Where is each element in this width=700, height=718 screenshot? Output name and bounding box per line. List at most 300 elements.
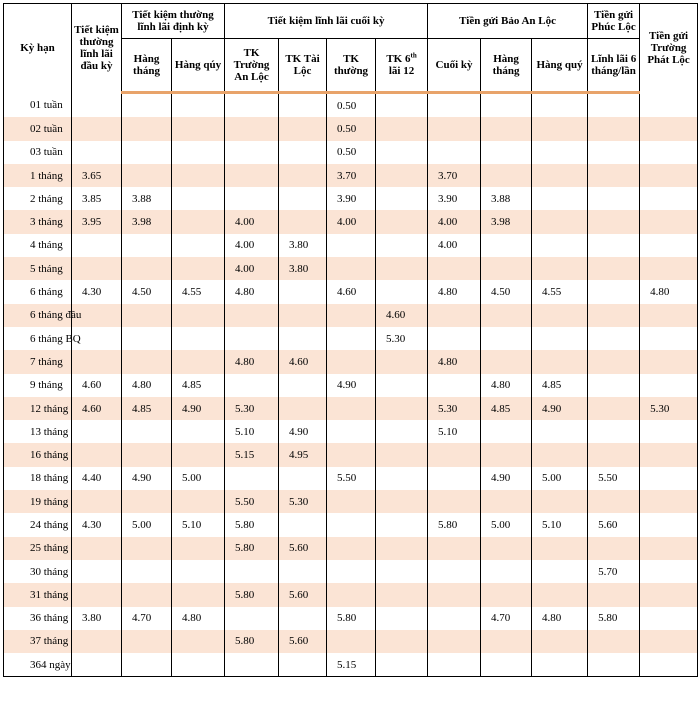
rate-cell <box>225 164 279 187</box>
term-cell: 01 tuần <box>4 93 72 118</box>
rate-cell <box>72 490 122 513</box>
rate-cell <box>72 420 122 443</box>
rate-cell: 5.00 <box>532 467 588 490</box>
rate-cell <box>532 443 588 466</box>
rate-cell <box>279 187 327 210</box>
rate-cell <box>532 257 588 280</box>
rate-cell <box>122 304 172 327</box>
rate-cell <box>279 93 327 118</box>
rate-cell <box>172 187 225 210</box>
rate-cell <box>122 420 172 443</box>
rate-cell <box>481 630 532 653</box>
header-bao-quarterly: Hàng quý <box>532 39 588 93</box>
rate-cell: 5.50 <box>327 467 376 490</box>
rate-cell <box>428 304 481 327</box>
term-cell: 36 tháng <box>4 607 72 630</box>
rate-cell <box>172 141 225 164</box>
rate-cell <box>376 443 428 466</box>
rate-cell <box>122 327 172 350</box>
rate-cell <box>122 630 172 653</box>
rate-cell <box>72 234 122 257</box>
rate-cell: 5.00 <box>481 513 532 536</box>
rate-cell <box>588 374 640 397</box>
rate-cell <box>481 234 532 257</box>
rate-cell <box>327 537 376 560</box>
rate-cell <box>172 653 225 677</box>
rate-cell <box>172 560 225 583</box>
rate-cell <box>279 397 327 420</box>
rate-cell <box>640 141 698 164</box>
rate-cell <box>481 420 532 443</box>
rate-cell <box>122 443 172 466</box>
rate-cell <box>327 490 376 513</box>
table-row <box>4 350 698 373</box>
rate-cell <box>640 537 698 560</box>
rate-cell <box>122 164 172 187</box>
rate-cell: 4.40 <box>72 467 122 490</box>
rate-cell <box>481 583 532 606</box>
header-periodic-quarterly: Hàng qúy <box>172 39 225 93</box>
rate-cell: 3.90 <box>428 187 481 210</box>
rate-cell: 4.55 <box>532 280 588 303</box>
rate-cell <box>640 257 698 280</box>
table-row <box>4 397 698 420</box>
rate-cell <box>481 164 532 187</box>
rate-cell <box>376 257 428 280</box>
rate-cell: 5.30 <box>428 397 481 420</box>
rate-cell: 4.30 <box>72 280 122 303</box>
rate-cell <box>122 234 172 257</box>
rate-cell <box>225 117 279 140</box>
rate-cell: 5.80 <box>428 513 481 536</box>
rate-cell <box>428 93 481 118</box>
rate-cell <box>588 583 640 606</box>
rate-cell <box>279 304 327 327</box>
table-row <box>4 93 698 118</box>
rate-cell <box>327 350 376 373</box>
rate-cell <box>428 607 481 630</box>
rate-cell <box>225 653 279 677</box>
rate-cell: 4.60 <box>72 397 122 420</box>
table-row <box>4 164 698 187</box>
rate-cell <box>640 117 698 140</box>
rate-cell: 5.80 <box>225 630 279 653</box>
rate-cell <box>376 374 428 397</box>
header-tk-6th-tail: lãi 12 <box>388 65 415 77</box>
rate-cell: 4.85 <box>122 397 172 420</box>
rate-cell <box>376 187 428 210</box>
rate-cell <box>376 420 428 443</box>
rate-cell <box>72 141 122 164</box>
rate-cell: 4.00 <box>327 210 376 233</box>
rate-cell <box>376 490 428 513</box>
rate-cell <box>172 93 225 118</box>
rate-cell <box>640 653 698 677</box>
rate-cell <box>428 443 481 466</box>
rate-cell <box>428 257 481 280</box>
rate-cell: 3.85 <box>72 187 122 210</box>
term-cell: 31 tháng <box>4 583 72 606</box>
rate-cell <box>532 653 588 677</box>
rate-cell <box>376 560 428 583</box>
rate-cell: 5.60 <box>279 537 327 560</box>
term-cell: 6 tháng đầu <box>4 304 72 327</box>
header-regular-upfront: Tiết kiệm thường lĩnh lãi đầu kỳ <box>72 4 122 93</box>
rate-cell <box>327 630 376 653</box>
rate-cell <box>640 490 698 513</box>
rate-cell <box>640 187 698 210</box>
rate-cell: 5.00 <box>172 467 225 490</box>
rate-cell <box>225 327 279 350</box>
rate-cell: 5.50 <box>225 490 279 513</box>
rate-cell <box>327 234 376 257</box>
rate-cell <box>588 257 640 280</box>
rate-cell <box>225 607 279 630</box>
rate-cell <box>279 374 327 397</box>
rate-cell <box>122 93 172 118</box>
rate-cell <box>532 490 588 513</box>
rate-cell <box>481 560 532 583</box>
rate-cell: 4.90 <box>481 467 532 490</box>
rate-cell <box>327 327 376 350</box>
table-row <box>4 234 698 257</box>
rate-cell <box>588 280 640 303</box>
rate-cell <box>279 280 327 303</box>
term-cell: 364 ngày <box>4 653 72 677</box>
rate-cell: 4.50 <box>122 280 172 303</box>
rate-cell <box>376 630 428 653</box>
rate-cell <box>72 537 122 560</box>
term-cell: 16 tháng <box>4 443 72 466</box>
rate-cell: 4.90 <box>327 374 376 397</box>
rate-cell <box>225 560 279 583</box>
rate-cell <box>376 397 428 420</box>
rate-cell <box>588 117 640 140</box>
rate-cell <box>225 141 279 164</box>
rate-cell <box>588 327 640 350</box>
rate-cell: 4.80 <box>172 607 225 630</box>
rate-cell <box>588 443 640 466</box>
rate-cell: 3.70 <box>428 164 481 187</box>
rate-cell <box>428 560 481 583</box>
rate-cell: 5.60 <box>279 583 327 606</box>
rate-cell <box>532 583 588 606</box>
table-row <box>4 374 698 397</box>
rate-cell: 4.85 <box>532 374 588 397</box>
rate-cell <box>588 653 640 677</box>
term-cell: 25 tháng <box>4 537 72 560</box>
table-row <box>4 210 698 233</box>
rate-cell <box>376 583 428 606</box>
rate-cell <box>428 583 481 606</box>
header-truong-phat-loc: Tiền gửi Trường Phát Lộc <box>640 4 698 93</box>
rate-cell <box>376 141 428 164</box>
rate-cell <box>481 443 532 466</box>
rate-cell: 3.98 <box>122 210 172 233</box>
table-row <box>4 280 698 303</box>
rate-cell <box>428 490 481 513</box>
rate-cell: 4.80 <box>428 350 481 373</box>
rate-cell <box>428 141 481 164</box>
rate-cell <box>172 117 225 140</box>
rate-cell <box>376 467 428 490</box>
rate-cell: 5.30 <box>225 397 279 420</box>
rate-cell <box>122 490 172 513</box>
rate-cell <box>225 467 279 490</box>
rate-cell: 5.70 <box>588 560 640 583</box>
term-cell: 6 tháng BQ <box>4 327 72 350</box>
rate-cell: 3.70 <box>327 164 376 187</box>
rate-cell: 5.30 <box>279 490 327 513</box>
term-cell: 19 tháng <box>4 490 72 513</box>
rate-cell <box>640 350 698 373</box>
rate-cell <box>532 537 588 560</box>
rate-cell: 0.50 <box>327 117 376 140</box>
rate-cell <box>172 583 225 606</box>
rate-cell <box>588 350 640 373</box>
rate-cell <box>376 537 428 560</box>
rate-cell <box>172 537 225 560</box>
rate-cell: 4.60 <box>376 304 428 327</box>
rate-cell <box>376 234 428 257</box>
rate-cell <box>376 350 428 373</box>
rate-cell: 5.80 <box>225 513 279 536</box>
rate-cell <box>428 327 481 350</box>
rate-cell <box>640 234 698 257</box>
rate-cell <box>327 560 376 583</box>
rate-cell <box>532 187 588 210</box>
rate-cell: 4.00 <box>225 210 279 233</box>
rate-cell <box>640 630 698 653</box>
rate-cell <box>376 210 428 233</box>
rate-cell <box>428 653 481 677</box>
rate-cell: 5.80 <box>588 607 640 630</box>
rate-cell <box>279 607 327 630</box>
rate-cell <box>428 537 481 560</box>
rate-cell <box>172 490 225 513</box>
table-row <box>4 257 698 280</box>
header-tk-6th-sup: th <box>410 51 417 60</box>
rate-cell <box>376 117 428 140</box>
rate-cell: 4.00 <box>428 234 481 257</box>
rate-cell <box>481 304 532 327</box>
header-tk-6th-base: TK 6 <box>386 53 411 65</box>
rate-cell <box>122 560 172 583</box>
rate-cell: 4.80 <box>640 280 698 303</box>
rate-cell <box>428 117 481 140</box>
rate-cell: 4.00 <box>225 257 279 280</box>
table-row <box>4 513 698 536</box>
term-cell: 30 tháng <box>4 560 72 583</box>
rate-cell <box>122 141 172 164</box>
rate-cell <box>481 350 532 373</box>
header-bao-end: Cuối kỳ <box>428 39 481 93</box>
rate-cell: 4.70 <box>481 607 532 630</box>
rate-cell <box>279 653 327 677</box>
rate-cell <box>640 420 698 443</box>
rate-cell: 4.90 <box>532 397 588 420</box>
rate-cell <box>376 653 428 677</box>
rate-cell <box>588 93 640 118</box>
table-row <box>4 467 698 490</box>
rate-cell: 5.10 <box>532 513 588 536</box>
rate-cell: 4.50 <box>481 280 532 303</box>
rate-cell: 4.70 <box>122 607 172 630</box>
term-cell: 4 tháng <box>4 234 72 257</box>
rate-cell <box>225 304 279 327</box>
term-cell: 6 tháng <box>4 280 72 303</box>
table-row <box>4 583 698 606</box>
rate-cell: 5.80 <box>327 607 376 630</box>
rate-cell: 4.80 <box>481 374 532 397</box>
rate-cell <box>640 560 698 583</box>
rate-cell <box>588 187 640 210</box>
rate-cell <box>122 583 172 606</box>
header-tk-truong-an-loc: TK Trường An Lộc <box>225 39 279 93</box>
rate-cell: 4.90 <box>279 420 327 443</box>
rate-cell <box>640 607 698 630</box>
rate-cell <box>172 630 225 653</box>
rate-cell <box>327 583 376 606</box>
table-row <box>4 630 698 653</box>
table-row <box>4 304 698 327</box>
rate-cell <box>481 93 532 118</box>
rate-cell <box>172 350 225 373</box>
rate-cell <box>532 350 588 373</box>
rate-cell: 3.65 <box>72 164 122 187</box>
rate-cell <box>172 257 225 280</box>
rate-cell: 4.00 <box>428 210 481 233</box>
rate-cell: 5.60 <box>279 630 327 653</box>
rate-cell: 5.50 <box>588 467 640 490</box>
rate-cell: 4.85 <box>172 374 225 397</box>
rate-cell <box>481 327 532 350</box>
rate-cell <box>376 280 428 303</box>
rate-cell: 4.00 <box>225 234 279 257</box>
rate-cell <box>532 93 588 118</box>
rate-cell <box>588 234 640 257</box>
header-term: Kỳ hạn <box>4 4 72 93</box>
rate-cell <box>279 467 327 490</box>
term-cell: 03 tuần <box>4 141 72 164</box>
rate-cell: 5.30 <box>640 397 698 420</box>
term-cell: 5 tháng <box>4 257 72 280</box>
rate-cell <box>327 257 376 280</box>
header-end-group: Tiết kiệm lĩnh lãi cuối kỳ <box>225 4 428 39</box>
rate-cell: 5.80 <box>225 537 279 560</box>
rate-cell: 3.80 <box>279 257 327 280</box>
rate-cell <box>532 630 588 653</box>
rate-cell <box>376 93 428 118</box>
rate-cell <box>72 560 122 583</box>
rate-cell <box>640 583 698 606</box>
rate-cell: 5.30 <box>376 327 428 350</box>
rate-cell <box>172 234 225 257</box>
table-row <box>4 607 698 630</box>
rate-cell <box>588 164 640 187</box>
term-cell: 9 tháng <box>4 374 72 397</box>
rate-cell: 3.98 <box>481 210 532 233</box>
rate-cell: 4.80 <box>225 350 279 373</box>
header-bao-monthly: Hàng tháng <box>481 39 532 93</box>
rate-cell <box>640 467 698 490</box>
rate-cell <box>532 327 588 350</box>
rate-cell: 4.55 <box>172 280 225 303</box>
rate-cell: 4.30 <box>72 513 122 536</box>
header-periodic-group: Tiết kiệm thường lĩnh lãi định kỳ <box>122 4 225 39</box>
rate-cell <box>376 513 428 536</box>
rate-cell: 4.60 <box>327 280 376 303</box>
header-periodic-monthly: Hàng tháng <box>122 39 172 93</box>
rate-cell <box>588 210 640 233</box>
rate-cell <box>72 583 122 606</box>
term-cell: 7 tháng <box>4 350 72 373</box>
table-row <box>4 141 698 164</box>
rate-cell <box>588 490 640 513</box>
rate-cell <box>640 210 698 233</box>
rate-cell <box>327 397 376 420</box>
rate-cell: 5.15 <box>327 653 376 677</box>
header-tk-tai-loc: TK Tài Lộc <box>279 39 327 93</box>
rate-cell <box>72 630 122 653</box>
rate-cell: 4.90 <box>122 467 172 490</box>
term-cell: 12 tháng <box>4 397 72 420</box>
rate-cell: 4.60 <box>72 374 122 397</box>
rate-cell <box>532 234 588 257</box>
rate-cell <box>481 257 532 280</box>
rate-cell <box>588 420 640 443</box>
rate-cell <box>640 513 698 536</box>
rate-cell <box>279 117 327 140</box>
rate-cell <box>279 327 327 350</box>
rate-cell <box>588 141 640 164</box>
rate-cell <box>225 187 279 210</box>
rate-cell <box>588 397 640 420</box>
rate-cell <box>481 141 532 164</box>
term-cell: 2 tháng <box>4 187 72 210</box>
rate-cell <box>172 327 225 350</box>
table-row <box>4 443 698 466</box>
rate-cell: 5.10 <box>225 420 279 443</box>
rate-cell <box>72 257 122 280</box>
rate-cell <box>122 257 172 280</box>
rate-cell <box>640 327 698 350</box>
rate-cell: 5.10 <box>428 420 481 443</box>
term-cell: 13 tháng <box>4 420 72 443</box>
rate-cell <box>532 304 588 327</box>
rate-cell <box>327 304 376 327</box>
rate-cell: 5.10 <box>172 513 225 536</box>
rate-cell <box>225 374 279 397</box>
rate-cell <box>588 537 640 560</box>
rate-cell: 3.80 <box>72 607 122 630</box>
rate-cell: 0.50 <box>327 141 376 164</box>
rate-cell <box>279 164 327 187</box>
rate-cell <box>225 93 279 118</box>
term-cell: 37 tháng <box>4 630 72 653</box>
rate-cell <box>327 443 376 466</box>
rate-cell <box>532 164 588 187</box>
table-row <box>4 327 698 350</box>
rate-cell <box>72 117 122 140</box>
rate-cell <box>72 653 122 677</box>
rate-cell <box>640 164 698 187</box>
term-cell: 1 tháng <box>4 164 72 187</box>
rate-cell: 4.80 <box>225 280 279 303</box>
rate-cell: 5.15 <box>225 443 279 466</box>
rate-cell <box>640 93 698 118</box>
rate-cell <box>532 141 588 164</box>
